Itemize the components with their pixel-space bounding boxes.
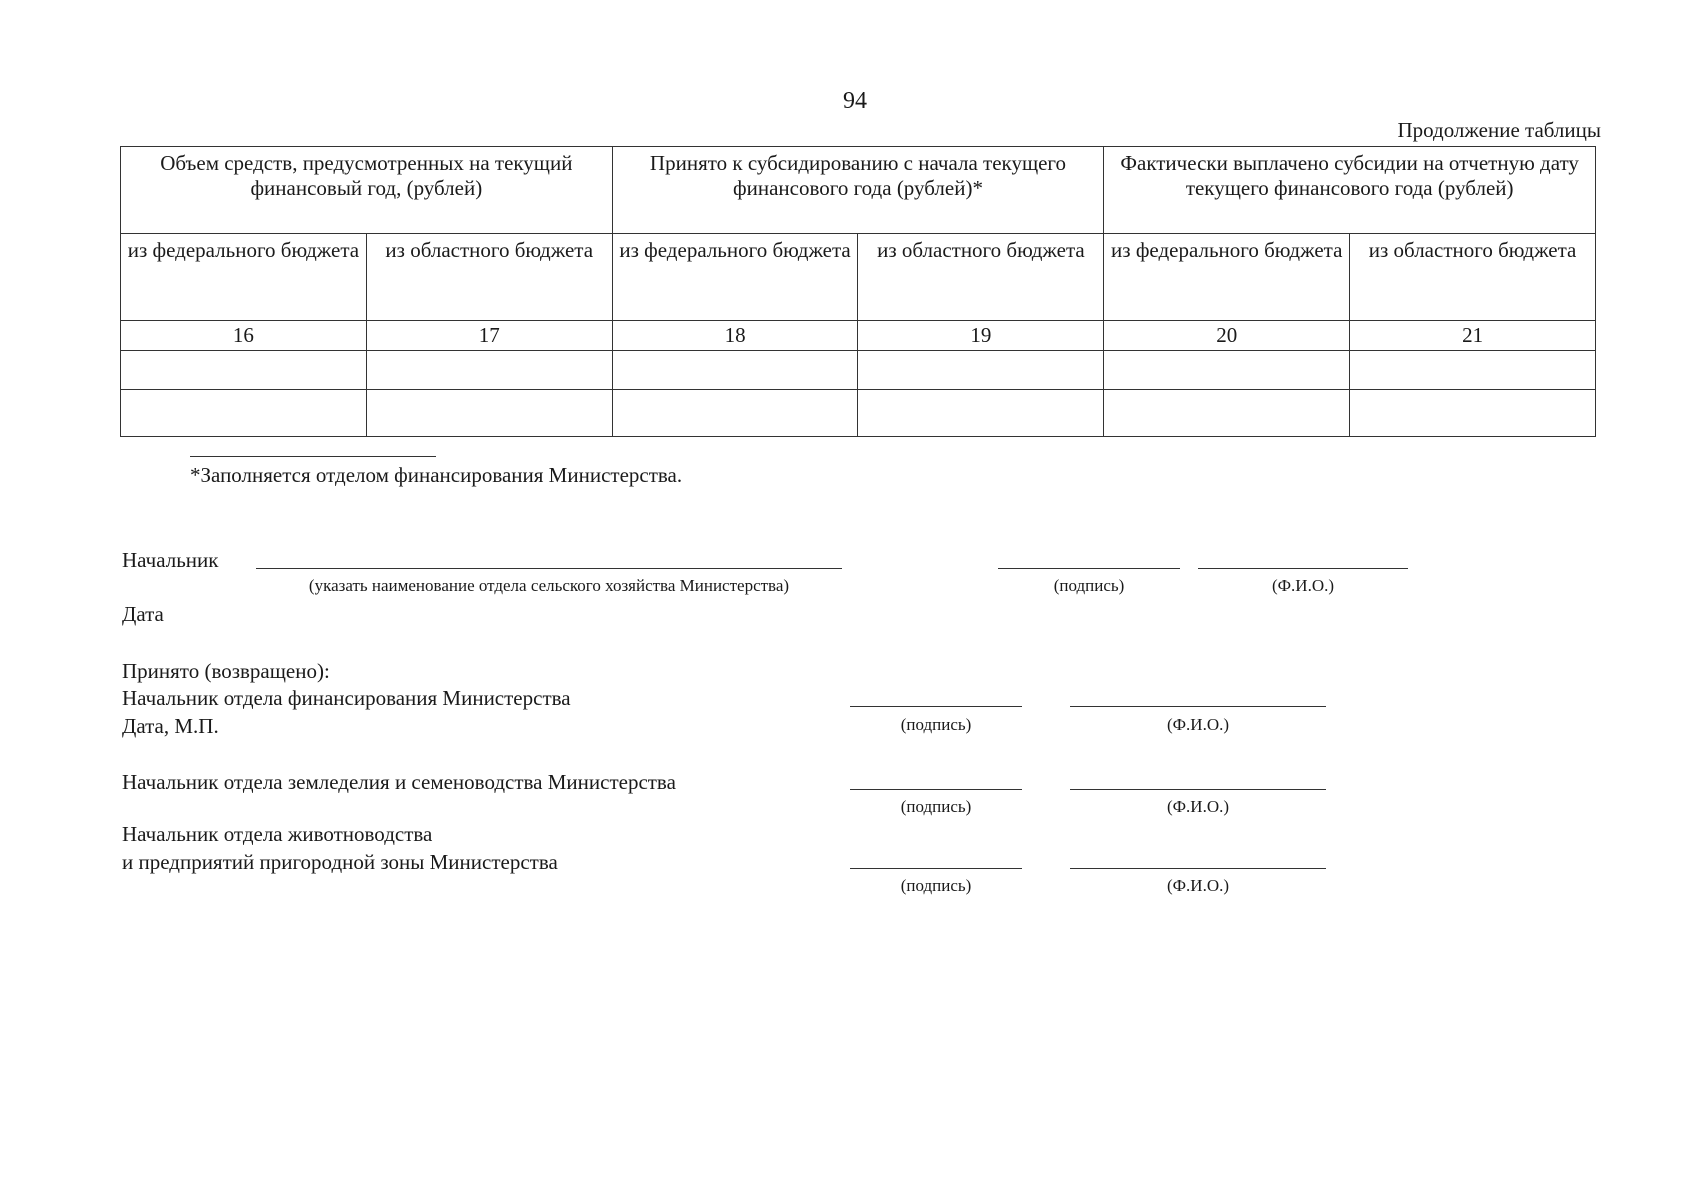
- column-number-row: [121, 321, 1596, 351]
- empty-cell: [366, 390, 612, 437]
- subsidy-table: [120, 146, 1596, 437]
- column-number: 17: [366, 321, 612, 351]
- sub-header-cell: из федерального бюджета: [1104, 234, 1350, 321]
- signature-line: [850, 868, 1022, 869]
- group-header-accepted: Принято к субсидированию с начала текущего финансового года (рублей)*: [612, 147, 1104, 234]
- name-caption: (Ф.И.О.): [1271, 576, 1335, 595]
- footnote: *Заполняется отделом финансирования Министерства.: [190, 463, 683, 487]
- empty-cell: [612, 351, 858, 390]
- column-number: 16: [121, 321, 367, 351]
- department-name-hint: (указать наименование отдела сельского хозяйства Министерства): [308, 576, 790, 595]
- name-line: [1070, 868, 1326, 869]
- name-line: [1198, 568, 1408, 569]
- table-row: [121, 351, 1596, 390]
- livestock-head-label-line2: и предприятий пригородной зоны Министерства: [122, 850, 558, 874]
- name-line: [1070, 706, 1326, 707]
- name-caption: (Ф.И.О.): [1166, 876, 1230, 895]
- name-line: [1070, 789, 1326, 790]
- sub-header-cell: из областного бюджета: [366, 234, 612, 321]
- name-caption: (Ф.И.О.): [1166, 715, 1230, 734]
- footnote-divider: [190, 456, 436, 457]
- page-number: 94: [843, 88, 867, 114]
- signature-caption: (подпись): [900, 715, 972, 734]
- empty-cell: [1104, 390, 1350, 437]
- continuation-label: Продолжение таблицы: [1397, 118, 1601, 142]
- sub-header-cell: из федерального бюджета: [612, 234, 858, 321]
- sub-header-cell: из областного бюджета: [858, 234, 1104, 321]
- empty-cell: [858, 390, 1104, 437]
- empty-cell: [121, 351, 367, 390]
- empty-cell: [121, 390, 367, 437]
- signature-caption: (подпись): [900, 797, 972, 816]
- sub-header-cell: из областного бюджета: [1350, 234, 1596, 321]
- signature-caption: (подпись): [1053, 576, 1125, 595]
- head-label: Начальник: [122, 548, 219, 572]
- accepted-label: Принято (возвращено):: [122, 659, 330, 683]
- table-sub-header-row: [121, 234, 1596, 321]
- empty-cell: [1104, 351, 1350, 390]
- date-label: Дата: [122, 602, 164, 626]
- group-header-planned: Объем средств, предусмотренных на текущий финансовый год, (рублей): [121, 147, 613, 234]
- empty-cell: [612, 390, 858, 437]
- signature-line: [998, 568, 1180, 569]
- signature-line: [850, 706, 1022, 707]
- empty-cell: [1350, 390, 1596, 437]
- table-group-header-row: [121, 147, 1596, 234]
- empty-cell: [858, 351, 1104, 390]
- date-stamp-label: Дата, М.П.: [122, 714, 219, 738]
- signature-line: [850, 789, 1022, 790]
- name-caption: (Ф.И.О.): [1166, 797, 1230, 816]
- column-number: 21: [1350, 321, 1596, 351]
- sub-header-cell: из федерального бюджета: [121, 234, 367, 321]
- department-name-line: [256, 568, 842, 569]
- column-number: 20: [1104, 321, 1350, 351]
- agriculture-head-label: Начальник отдела земледелия и семеноводства Министерства: [122, 770, 676, 794]
- finance-head-label: Начальник отдела финансирования Министерства: [122, 686, 571, 710]
- empty-cell: [1350, 351, 1596, 390]
- column-number: 19: [858, 321, 1104, 351]
- empty-cell: [366, 351, 612, 390]
- livestock-head-label-line1: Начальник отдела животноводства: [122, 822, 433, 846]
- signature-caption: (подпись): [900, 876, 972, 895]
- table-row: [121, 390, 1596, 437]
- group-header-paid: Фактически выплачено субсидии на отчетную дату текущего финансового года (рублей): [1104, 147, 1596, 234]
- column-number: 18: [612, 321, 858, 351]
